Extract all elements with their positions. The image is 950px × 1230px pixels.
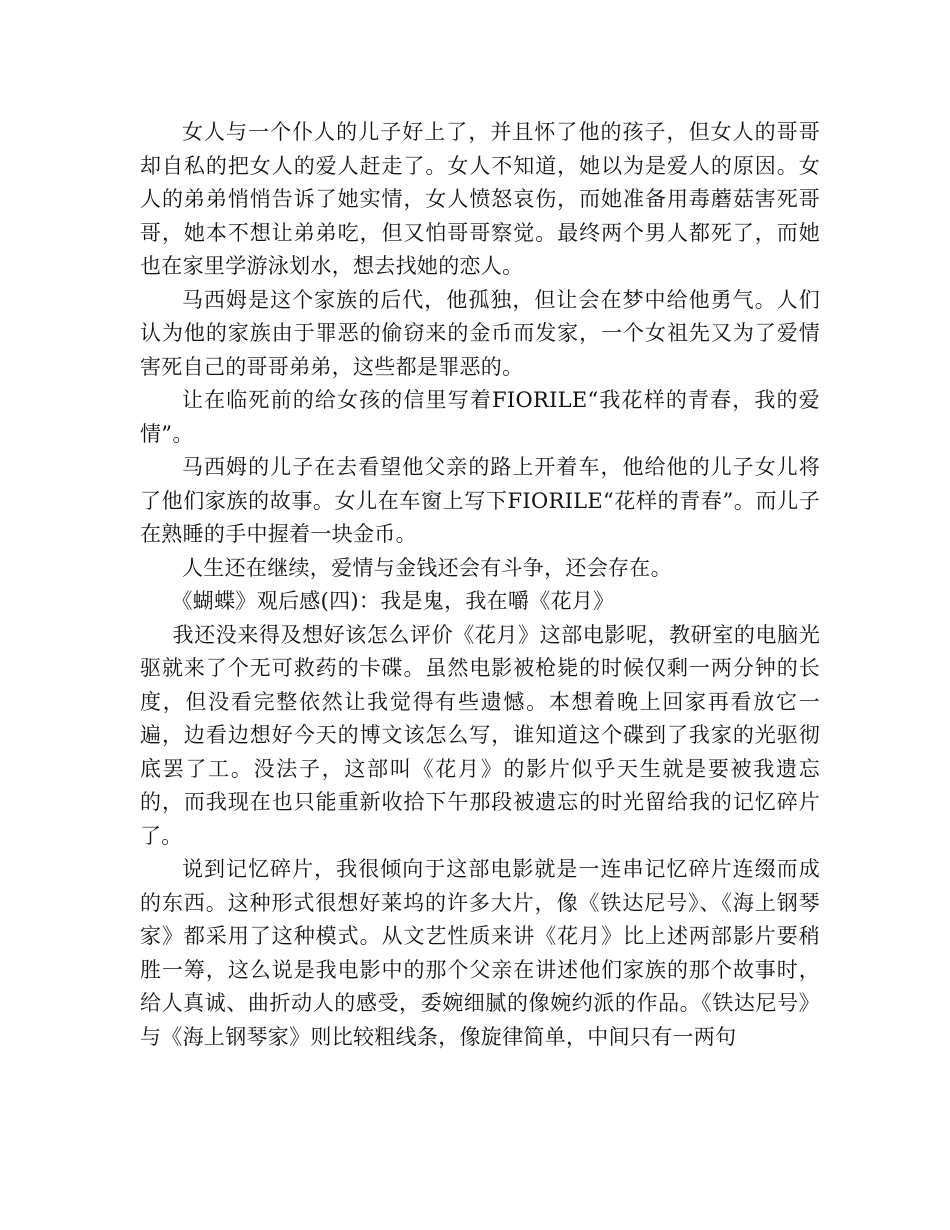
paragraph-2: 马西姆是这个家族的后代，他孤独，但让会在梦中给他勇气。人们认为他的家族由于罪恶的偷窃来的金币而发家，一个女祖先又为了爱情害死自己的哥哥弟弟，这些都是罪恶的。 — [140, 287, 820, 379]
paragraph-7: 说到记忆碎片，我很倾向于这部电影就是一连串记忆碎片连缀而成的东西。这种形式很想好莱坞的许多大片，像《铁达尼号》、《海上钢琴家》都采用了这种模式。从文艺性质来讲《花月》比上述两部影片要稍胜一筹，这么说是我电影中的那个父亲在讲述他们家族的那个故事时，给人真诚、曲折动人的感受，委婉细腻的像婉约派的作品。《铁达尼号》与《海上钢琴家》则比较粗线条，像旋律简单，中间只有一两句 — [140, 857, 820, 1049]
paragraph-1: 女人与一个仆人的儿子好上了，并且怀了他的孩子，但女人的哥哥却自私的把女人的爱人赶走了。女人不知道，她以为是爱人的原因。女人的弟弟悄悄告诉了她实情，女人愤怒哀伤，而她准备用毒蘑菇害死哥哥，她本不想让弟弟吃，但又怕哥哥察觉。最终两个男人都死了，而她也在家里学游泳划水，想去找她的恋人。 — [140, 120, 820, 278]
paragraph-6: 我还没来得及想好该怎么评价《花月》这部电影呢，教研室的电脑光驱就来了个无可救药的卡碟。虽然电影被枪毙的时候仅剩一两分钟的长度，但没看完整依然让我觉得有些遗憾。本想着晚上回家再看放它一遍，边看边想好今天的博文该怎么写，谁知道这个碟到了我家的光驱彻底罢了工。没法子，这部叫《花月》的影片似乎天生就是要被我遗忘的，而我现在也只能重新收拾下午那段被遗忘的时光留给我的记忆碎片了。 — [140, 622, 820, 848]
paragraph-5: 人生还在继续，爱情与金钱还会有斗争，还会存在。 — [182, 555, 672, 580]
paragraph-3: 让在临死前的给女孩的信里写着FIORILE“我花样的青春，我的爱情”。 — [140, 388, 820, 446]
section-heading: 《蝴蝶》观后感(四)：我是鬼，我在嚼《花月》 — [171, 589, 615, 613]
document-body — [140, 116, 820, 1054]
paragraph-4: 马西姆的儿子在去看望他父亲的路上开着车，他给他的儿子女儿将了他们家族的故事。女儿在车窗上写下FIORILE“花样的青春”。而儿子在熟睡的手中握着一块金币。 — [140, 455, 820, 546]
